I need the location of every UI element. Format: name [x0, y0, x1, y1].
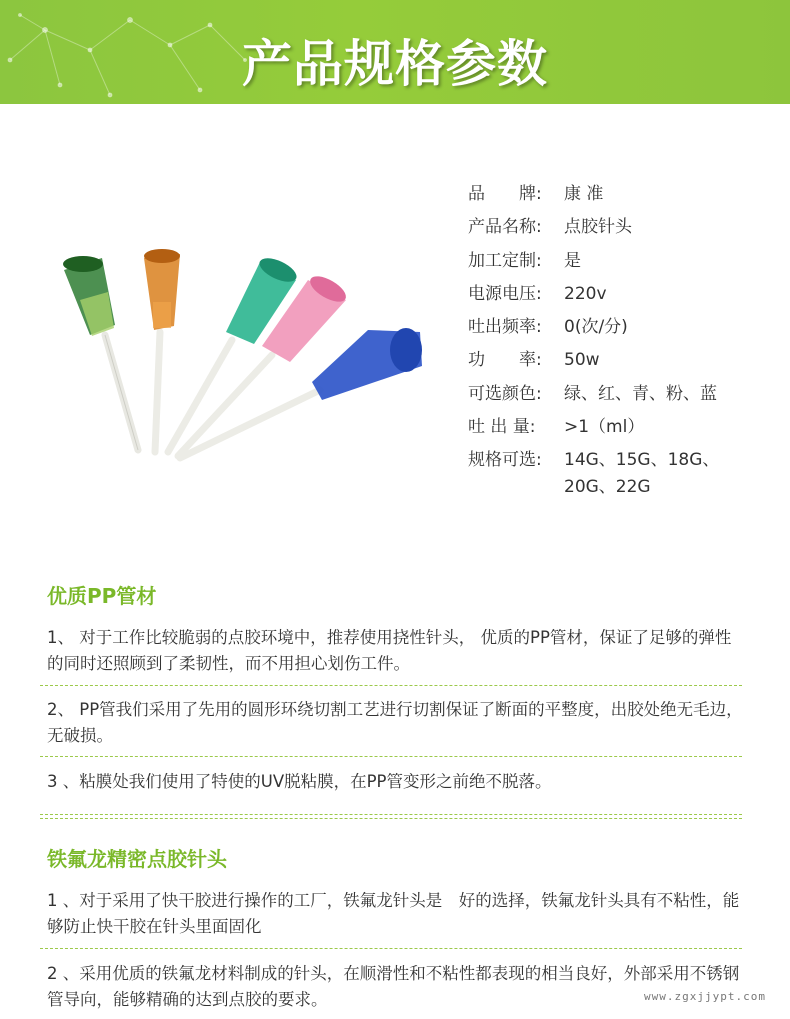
page-title: 产品规格参数: [242, 34, 548, 93]
pp-tube-point-2: 2、 PP管我们采用了先用的圆形环绕切割工艺进行切割保证了断面的平整度，出胶处绝无毛边，无破损。: [47, 700, 743, 745]
spec-row-frequency: [468, 311, 768, 344]
spec-label: 可选颜色:: [468, 383, 542, 404]
spec-label: 产品名称:: [468, 217, 542, 238]
spec-row-colors: [468, 378, 768, 411]
spec-value: 绿、红、青、粉、蓝: [564, 383, 717, 404]
spec-label: 功 率:: [468, 350, 542, 371]
teflon-point-2: 2 、采用优质的铁氟龙材料制成的针头，在顺滑性和不粘性都表现的相当良好，外部采用不锈钢管导向，能够精确的达到点胶的要求。: [47, 964, 740, 1009]
spec-value: 点胶针头: [564, 217, 632, 238]
spec-value: 康 准: [564, 184, 604, 204]
spec-label: 规格可选:: [468, 450, 542, 471]
spec-value: 0(次/分): [564, 317, 628, 338]
spec-label: 品 牌:: [468, 184, 542, 204]
teflon-point-1: 1 、对于采用了快干胶进行操作的工厂，铁氟龙针头是 好的选择，铁氟龙针头具有不粘性，能够防止快干胶在针头里面固化: [47, 891, 740, 936]
section-title-teflon-needle: 铁氟龙精密点胶针头: [47, 847, 227, 871]
header-banner: [0, 0, 790, 104]
spec-row-customization: [468, 245, 768, 278]
spec-row-power: [468, 344, 768, 377]
orange-needle: [144, 249, 180, 452]
section-title-pp-tube: 优质PP管材: [47, 584, 157, 608]
spec-row-voltage: [468, 278, 768, 311]
spec-label: 吐 出 量:: [468, 417, 536, 438]
spec-label: 加工定制:: [468, 250, 542, 271]
pp-tube-point-3: 3 、粘膜处我们使用了特使的UV脱粘膜，在PP管变形之前绝不脱落。: [47, 772, 552, 791]
divider: [40, 685, 742, 686]
divider: [40, 756, 742, 757]
spec-row-output: [468, 411, 768, 444]
watermark: www.zgxjjypt.com: [644, 990, 766, 1003]
spec-value: 14G、15G、18G、20G、22G: [564, 450, 720, 498]
spec-value: 是: [564, 250, 581, 271]
spec-label: 电源电压:: [468, 283, 542, 304]
spec-row-product-name: [468, 211, 768, 244]
green-needle: [63, 256, 138, 450]
divider: [40, 948, 742, 949]
spec-value: 220v: [564, 283, 607, 304]
spec-value: >1（ml）: [564, 417, 645, 438]
section-divider: [40, 814, 742, 819]
spec-table: [468, 178, 768, 501]
spec-label: 吐出频率:: [468, 317, 542, 338]
spec-row-brand: [468, 178, 768, 211]
spec-value: 50w: [564, 350, 600, 371]
pp-tube-point-1: 1、 对于工作比较脆弱的点胶环境中，推荐使用挠性针头， 优质的PP管材，保证了足够的弹性的同时还照顾到了柔韧性，而不用担心划伤工件。: [47, 628, 732, 673]
dispensing-needles-image: [50, 240, 440, 470]
spec-row-gauges: [468, 444, 768, 501]
